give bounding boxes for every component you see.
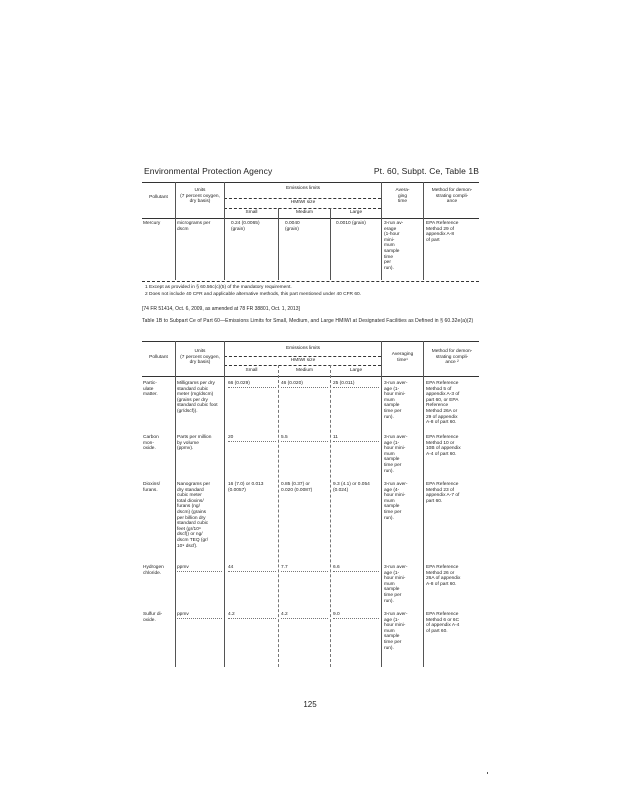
table2-row-method: EPA Reference Method 26 or 26A of appendix A-8 of part 60. [426, 565, 461, 587]
table1-row-medium: 0.0040 (grain) [285, 221, 300, 232]
table2-col-sep [224, 341, 225, 667]
table2-row-averaging: 3-run aver- age (1- hour mini- mum sample time per run). [384, 435, 408, 474]
table2-row-averaging: 3-run aver- age (1- hour mini- mum sample time per run). [384, 612, 408, 651]
table2-row-averaging: 3-run aver- age (4- hour mini- mum sample time per run). [384, 482, 408, 521]
table2-row-pollutant: Dioxins/ furans. [143, 482, 161, 493]
table1-footnote-2: 2 Does not include 40 CFR and applicable alternative methods, this part mentioned under 40 CFR 60. [145, 292, 361, 297]
table2-col-sep [330, 365, 331, 667]
table2-row-small: 66 (0.029) [228, 381, 276, 388]
table1-col-pollutant: Pollutant [149, 195, 168, 200]
table2-row-large: 11 [333, 435, 379, 442]
table2-row-method: EPA Reference Method 5 of appendix A-3 of part 60, or EPA Reference Method 26A or 29 of appendix A-8 of part 60. [426, 381, 460, 426]
table2-col-sep [381, 341, 382, 667]
table2-col-units: Units (7 percent oxygen, dry basis) [180, 349, 220, 366]
table2-row-small: 4.2 [228, 612, 276, 619]
table1-limits-rule [224, 198, 381, 199]
table2-col-sep [423, 341, 424, 667]
running-header-right: Pt. 60, Subpt. Ce, Table 1B [373, 166, 479, 176]
table1-top-rule [142, 182, 479, 183]
table2-row-method: EPA Reference Method 6 or 6C of appendix A-4 of part 60. [426, 612, 460, 634]
table2-col-method: Method for demon- strating compli- ance ² [431, 349, 473, 366]
table2-col-averaging: Averaging time¹ [391, 352, 414, 363]
table2-row-averaging: 3-run aver- age (1- hour mini- mum sample time per run). [384, 565, 408, 604]
table1-bottom-rule [142, 281, 479, 282]
table2-row-large: 6.6 [333, 565, 379, 572]
table1-row-averaging: 3-run av- erage (1-hour mini- mum sample time per run). [384, 221, 404, 271]
table2-limits-rule [224, 356, 381, 357]
table2-row-large: 9.3 (4.1) or 0.054 (0.024) [333, 482, 370, 493]
table1-header-rule [142, 218, 479, 219]
table2-row-medium: 4.2 [281, 612, 328, 619]
table2-col-large: Large [349, 368, 363, 373]
table1-col-units: Units (7 percent oxygen, dry basis) [180, 188, 220, 205]
table2-row-medium: 7.7 [281, 565, 328, 572]
table2-row-pollutant: Partic- ulate matter. [143, 381, 158, 398]
table2-row-large: 25 (0.011) [333, 381, 379, 388]
table2-row-averaging: 3-run aver- age (1- hour mini- mum sample time per run). [384, 381, 408, 420]
table1-col-sep [278, 208, 279, 280]
table2-top-rule [142, 341, 479, 342]
table1-footnote-1: 1 Except as provided in § 60.56c(c)(5) of the mandatory requirement. [145, 285, 292, 290]
table2-col-pollutant: Pollutant [149, 355, 168, 360]
table2-header-rule [142, 376, 479, 377]
table1-row-pollutant: Mercury [143, 221, 161, 226]
table2-col-emission-limits: Emissions limits [285, 346, 321, 351]
page-number: 125 [303, 700, 317, 709]
table2-row-pollutant: Hydrogen chloride. [143, 565, 164, 576]
table2-row-units: ppmv [177, 612, 222, 619]
table1-col-sep [224, 182, 225, 280]
table2-row-units: ppmv [177, 565, 222, 572]
table1-col-hmiwi-size: HMIWI size [290, 200, 316, 205]
table2-col-medium: Medium [295, 368, 314, 373]
table1-col-small: Small [245, 210, 258, 215]
running-header-left: Environmental Protection Agency [144, 166, 273, 176]
table1-col-emission-limits: Emissions limits [285, 186, 321, 191]
table2-row-small: 20 [228, 435, 276, 442]
table2-title: Table 1B to Subpart Ce of Part 60—Emissions Limits for Small, Medium, and Large HMIWI at Designated Facilities as Defined in § 60.32e(a)(2) [142, 318, 474, 324]
table2-row-pollutant: Carbon mon- oxide. [143, 435, 159, 452]
table2-row-large: 9.0 [333, 612, 379, 619]
citation: [74 FR 51414, Oct. 6, 2009, as amended at 78 FR 38801, Oct. 1, 2013] [142, 306, 300, 312]
table1-row-units: micrograms per dscm [177, 221, 211, 232]
table2-row-pollutant: Sulfur di- oxide. [143, 612, 163, 623]
table1-size-rule [224, 208, 381, 209]
table2-row-units: Milligrams per dry standard cubic meter (mg/dscm) (grains per dry standard cubic foot (gr/dscf)). [177, 381, 218, 414]
table2-col-small: Small [245, 368, 258, 373]
table2-row-small: 16 (7.0) or 0.013 (0.0057) [228, 482, 264, 493]
table1-col-sep [330, 208, 331, 280]
table1-row-small: 0.24 (0.0065) (grain) [231, 221, 260, 232]
table2-col-sep [175, 341, 176, 667]
table1-col-method: Method for demon- strating compli- ance [431, 188, 473, 205]
table2-size-rule [224, 365, 381, 366]
table2-row-units: Parts per million by volume (ppmv). [177, 435, 212, 452]
table1-col-medium: Medium [295, 210, 314, 215]
scan-speck [487, 772, 488, 774]
table2-row-method: EPA Reference Method 10 or 10B of appendix A-4 of part 60. [426, 435, 461, 457]
table2-row-medium: 5.5 [281, 435, 328, 442]
table1-col-averaging: Avera- ging time [395, 188, 410, 205]
table1-row-method: EPA Reference Method 29 of appendix A-8 of part [426, 221, 459, 243]
table1-row-large: 0.0010 (grain) [336, 221, 366, 226]
table2-col-hmiwi-size: HMIWI size [290, 358, 316, 363]
table1-col-large: Large [349, 210, 363, 215]
table2-row-medium: 0.85 (0.37) or 0.020 (0.0087) [281, 482, 313, 493]
table2-col-sep [278, 365, 279, 667]
table2-row-small: 44 [228, 565, 276, 572]
table2-row-method: EPA Reference Method 23 of appendix A-7 of part 60. [426, 482, 460, 504]
table2-row-medium: 46 (0.020) [281, 381, 328, 388]
table2-row-units: Nanograms per dry standard cubic meter total dioxins/ furans (ng/ dscm) (grains per billion dry standard cubic feet (gr/10⁹ dscf)) or ng/ dscm TEQ (gr/ 10⁹ dscf). [177, 482, 211, 549]
